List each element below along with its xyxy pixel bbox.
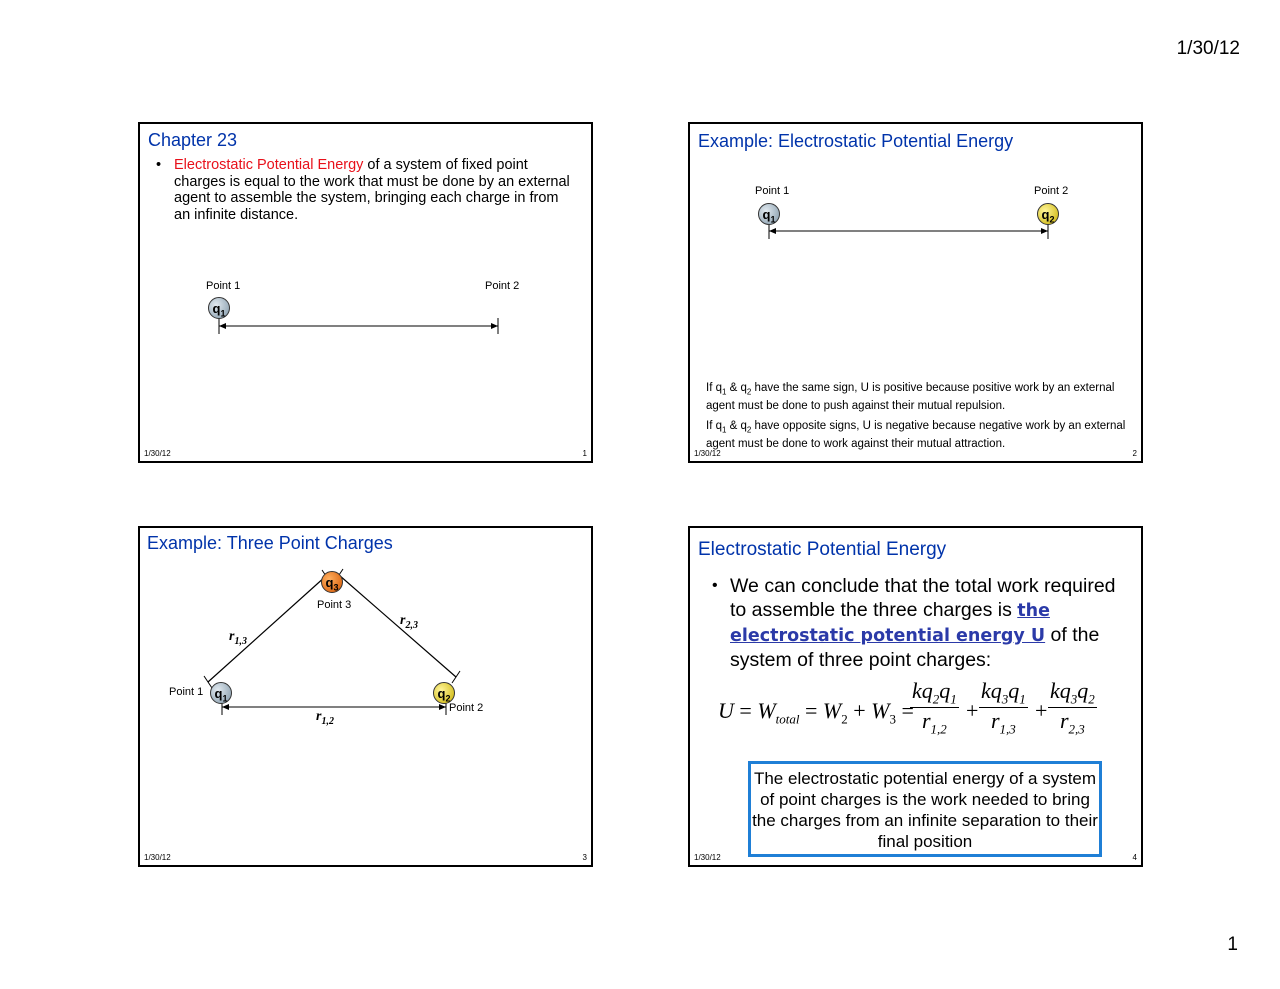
slide-4-bullet-text-a: We can conclude that the total work required to assemble the three charges is	[730, 575, 1116, 621]
slide-3-triangle-diagram	[140, 528, 591, 865]
charge-q2	[1037, 203, 1059, 225]
fraction-3: $\frac{kq_3q_2}{r_{2,3}}$	[1050, 678, 1095, 737]
label-r13: $r_{1,3}$	[229, 629, 247, 647]
charge-q1	[208, 297, 230, 319]
slide-3-footer-number: 3	[582, 853, 587, 862]
charge-q2	[433, 682, 455, 704]
charge-q1-sub: 1	[220, 308, 226, 319]
arrowhead-right	[491, 323, 498, 329]
arrowhead-left	[769, 228, 776, 234]
slide-3-title: Example: Three Point Charges	[147, 533, 393, 553]
slide-4-bullet	[712, 574, 1130, 672]
slide-2-footer-number: 2	[1132, 449, 1137, 458]
slide-4-equation	[718, 678, 1118, 748]
plus-2: +	[1035, 698, 1048, 723]
page-number: 1	[1227, 934, 1238, 955]
slide-1-bullet-text: of a system of fixed point charges is equal to the work that must be done by an external agent to assemble the system, bringing each charge in from an infinite distance.	[174, 157, 570, 223]
charge-q1-sub: 1	[222, 693, 228, 704]
slide-4-bullet-text-b: of the system of three point charges:	[730, 624, 1100, 671]
charge-q1	[210, 682, 232, 704]
charge-q1-letter: q	[214, 686, 223, 701]
charge-q1-letter: q	[212, 301, 221, 316]
label-r12: $r_{1,2}$	[316, 709, 334, 727]
slide-3-point1-label: Point 1	[169, 686, 204, 698]
arrowhead-right	[1041, 228, 1048, 234]
slide-4-title: Electrostatic Potential Energy	[698, 539, 947, 560]
charge-q1	[758, 203, 780, 225]
slide-2-footer-date: 1/30/12	[694, 449, 721, 458]
slide-2-title: Example: Electrostatic Potential Energy	[698, 131, 1014, 151]
slide-1-point1-label: Point 1	[206, 280, 241, 292]
fraction-1: $\frac{kq_2q_1}{r_{1,2}}$	[912, 678, 957, 737]
charge-q2-sub: 2	[1049, 214, 1055, 225]
slide-4	[688, 526, 1143, 867]
slide-2-note-same-sign: If $q_1$ & $q_2$ have the same sign, U is positive because positive work by an external agent must be done to push against their mutual repulsion.	[706, 382, 1115, 413]
charge-q2-letter: q	[1041, 207, 1050, 222]
slide-1-point2-label: Point 2	[485, 280, 520, 292]
bullet-dot-icon: •	[712, 577, 718, 594]
slide-4-footer-number: 4	[1132, 853, 1137, 862]
slide-3-point2-label: Point 2	[449, 702, 484, 714]
slide-1	[138, 122, 593, 463]
slide-1-title: Chapter 23	[148, 130, 238, 150]
plus-1: +	[966, 698, 979, 723]
slide-3-footer-date: 1/30/12	[144, 853, 171, 862]
fraction-2: $\frac{kq_3q_1}{r_{1,3}}$	[981, 678, 1026, 737]
slide-3-point3-label: Point 3	[317, 599, 352, 611]
definition-box: The electrostatic potential energy of a system of point charges is the work needed to bring the charges from an infinite separation to their final position	[748, 761, 1102, 857]
charge-q2-sub: 2	[445, 693, 451, 704]
slide-2-point2-label: Point 2	[1034, 185, 1069, 197]
charge-q3	[321, 571, 343, 593]
page-date: 1/30/12	[1176, 38, 1240, 59]
slide-1-distance-diagram	[140, 124, 591, 461]
potential-energy-link[interactable]: the electrostatic potential energy U	[730, 601, 1050, 646]
charge-q1-letter: q	[762, 207, 771, 222]
slide-4-footer-date: 1/30/12	[694, 853, 721, 862]
charge-q2-letter: q	[437, 686, 446, 701]
arrowhead-left	[219, 323, 226, 329]
arrowhead-r12-right	[439, 704, 446, 710]
line-r23	[339, 575, 456, 677]
slide-1-bullet-highlight: Electrostatic Potential Energy	[174, 157, 364, 173]
slide-1-footer-number: 1	[582, 449, 587, 458]
slide-2-note-opposite-sign: If $q_1$ & $q_2$ have opposite signs, U is negative because negative work by an external agent must be done to work against their mutual attraction.	[706, 420, 1126, 451]
label-r23: $r_{2,3}$	[400, 613, 418, 631]
slide-1-footer-date: 1/30/12	[144, 449, 171, 458]
slide-2	[688, 122, 1143, 463]
tick-r23-b	[452, 671, 460, 683]
slide-2-point1-label: Point 1	[755, 185, 790, 197]
charge-q3-sub: 3	[333, 582, 339, 593]
slide-3	[138, 526, 593, 867]
bullet-dot-icon: •	[156, 157, 162, 173]
equation-lhs: $U = W_{total} = W_2 + W_3$ =	[718, 698, 914, 727]
line-r13	[208, 576, 326, 682]
charge-q1-sub: 1	[770, 214, 776, 225]
charge-q3-letter: q	[325, 575, 334, 590]
